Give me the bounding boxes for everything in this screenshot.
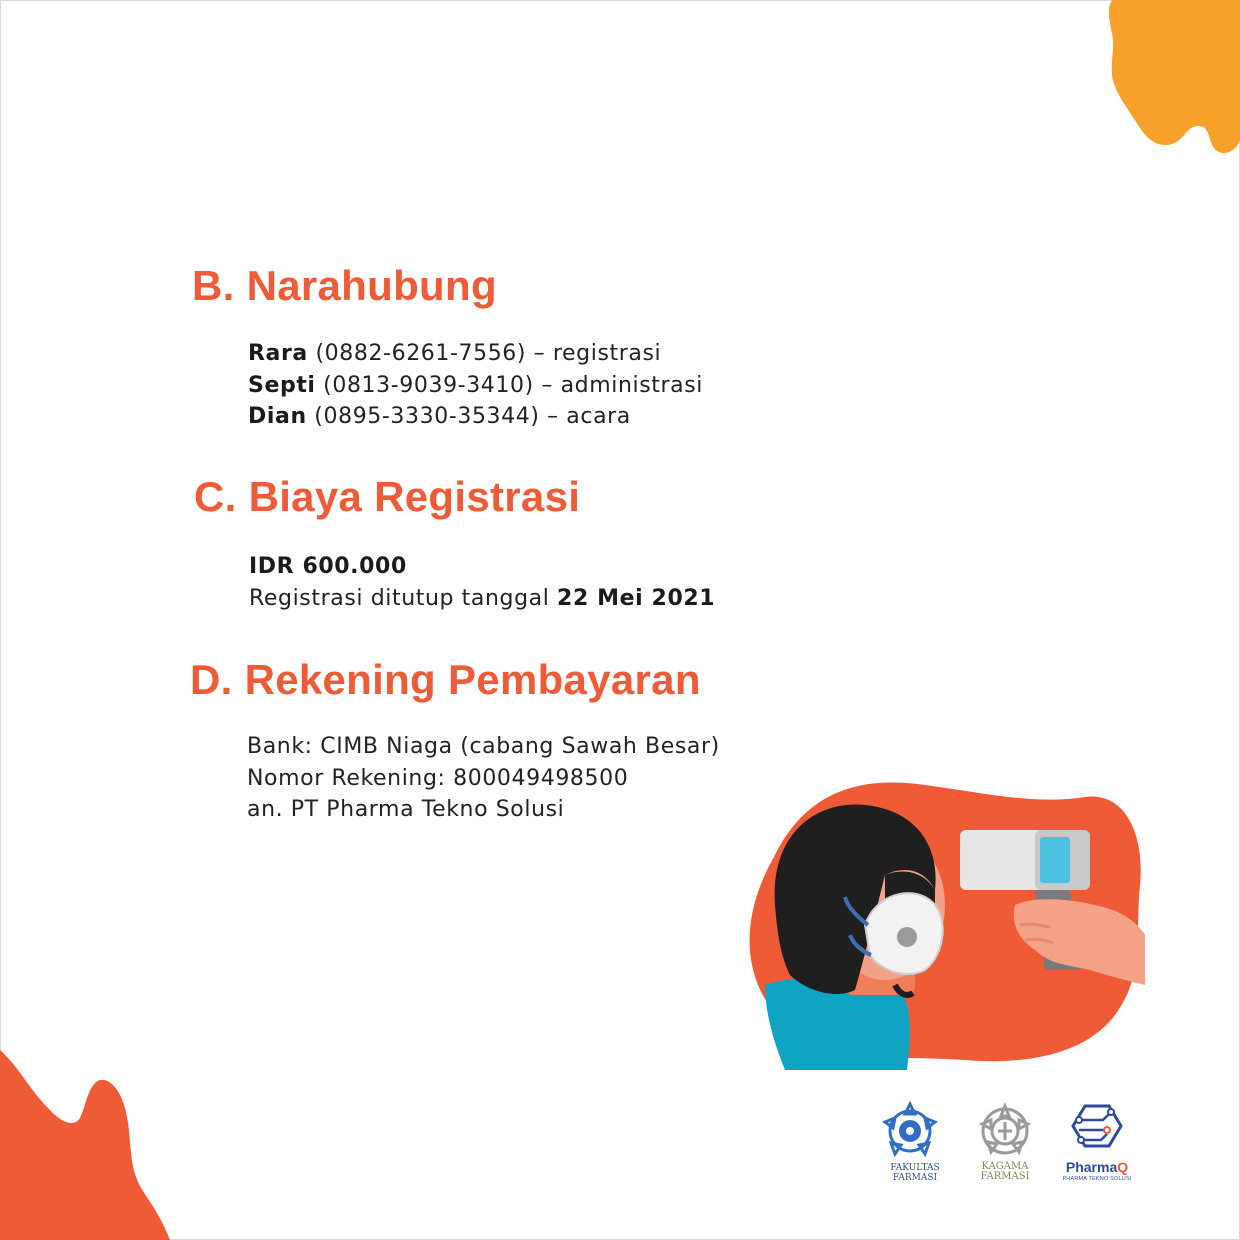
kagama-line1: KAGAMA bbox=[981, 1161, 1029, 1172]
pharmaq-name bbox=[1052, 1159, 1142, 1175]
pharmaq-name-main: Pharma bbox=[1065, 1159, 1118, 1175]
pharmaq-circuit-icon bbox=[1065, 1100, 1129, 1158]
pharmaq-name-q: Q bbox=[1117, 1159, 1129, 1175]
registration-fee bbox=[249, 551, 715, 583]
contact-detail: (0813-9039-3410) – administrasi bbox=[315, 372, 703, 398]
contact-row bbox=[248, 401, 703, 433]
biaya-details bbox=[249, 551, 715, 614]
account-holder: an. PT Pharma Tekno Solusi bbox=[247, 797, 565, 822]
sponsor-logos bbox=[870, 1098, 1150, 1190]
contact-name: Dian bbox=[248, 404, 307, 429]
deadline-prefix: Registrasi ditutup tanggal bbox=[249, 585, 558, 611]
contact-row bbox=[248, 370, 703, 402]
contact-detail: (0895-3330-35344) – acara bbox=[306, 404, 631, 429]
pharmaq-logo bbox=[1052, 1098, 1142, 1190]
biaya-heading: C. Biaya Registrasi bbox=[194, 473, 581, 520]
contact-name: Rara bbox=[248, 341, 308, 366]
kagama-farmasi-logo bbox=[960, 1098, 1050, 1190]
kagama-line2: FARMASI bbox=[980, 1171, 1030, 1182]
temperature-check-illustration bbox=[735, 775, 1150, 1070]
contact-detail: (0882-6261-7556) – registrasi bbox=[307, 341, 662, 366]
narahubung-heading: B. Narahubung bbox=[192, 262, 497, 309]
deadline-date: 22 Mei 2021 bbox=[557, 585, 716, 611]
contact-name: Septi bbox=[248, 372, 316, 398]
rekening-heading: D. Rekening Pembayaran bbox=[190, 656, 701, 703]
fakultas-farmasi-logo bbox=[870, 1098, 960, 1190]
bank-name: Bank: CIMB Niaga (cabang Sawah Besar) bbox=[247, 734, 720, 759]
fee-amount: IDR 600.000 bbox=[249, 554, 407, 579]
pharmaq-tagline: PHARMA TEKNO SOLUSI bbox=[1062, 1176, 1132, 1182]
kagama-farmasi-emblem-icon bbox=[970, 1100, 1040, 1162]
rekening-details bbox=[247, 731, 720, 826]
registration-deadline bbox=[249, 583, 715, 615]
contact-list bbox=[248, 338, 703, 433]
fakultas-line1: FAKULTAS bbox=[890, 1163, 940, 1173]
contact-row bbox=[248, 338, 703, 370]
fakultas-line2: FARMASI bbox=[892, 1173, 938, 1183]
account-number: Nomor Rekening: 800049498500 bbox=[247, 765, 629, 791]
red-flame-decoration bbox=[0, 1050, 220, 1240]
fakultas-farmasi-emblem-icon bbox=[875, 1100, 945, 1162]
orange-blob-decoration bbox=[1100, 0, 1240, 160]
